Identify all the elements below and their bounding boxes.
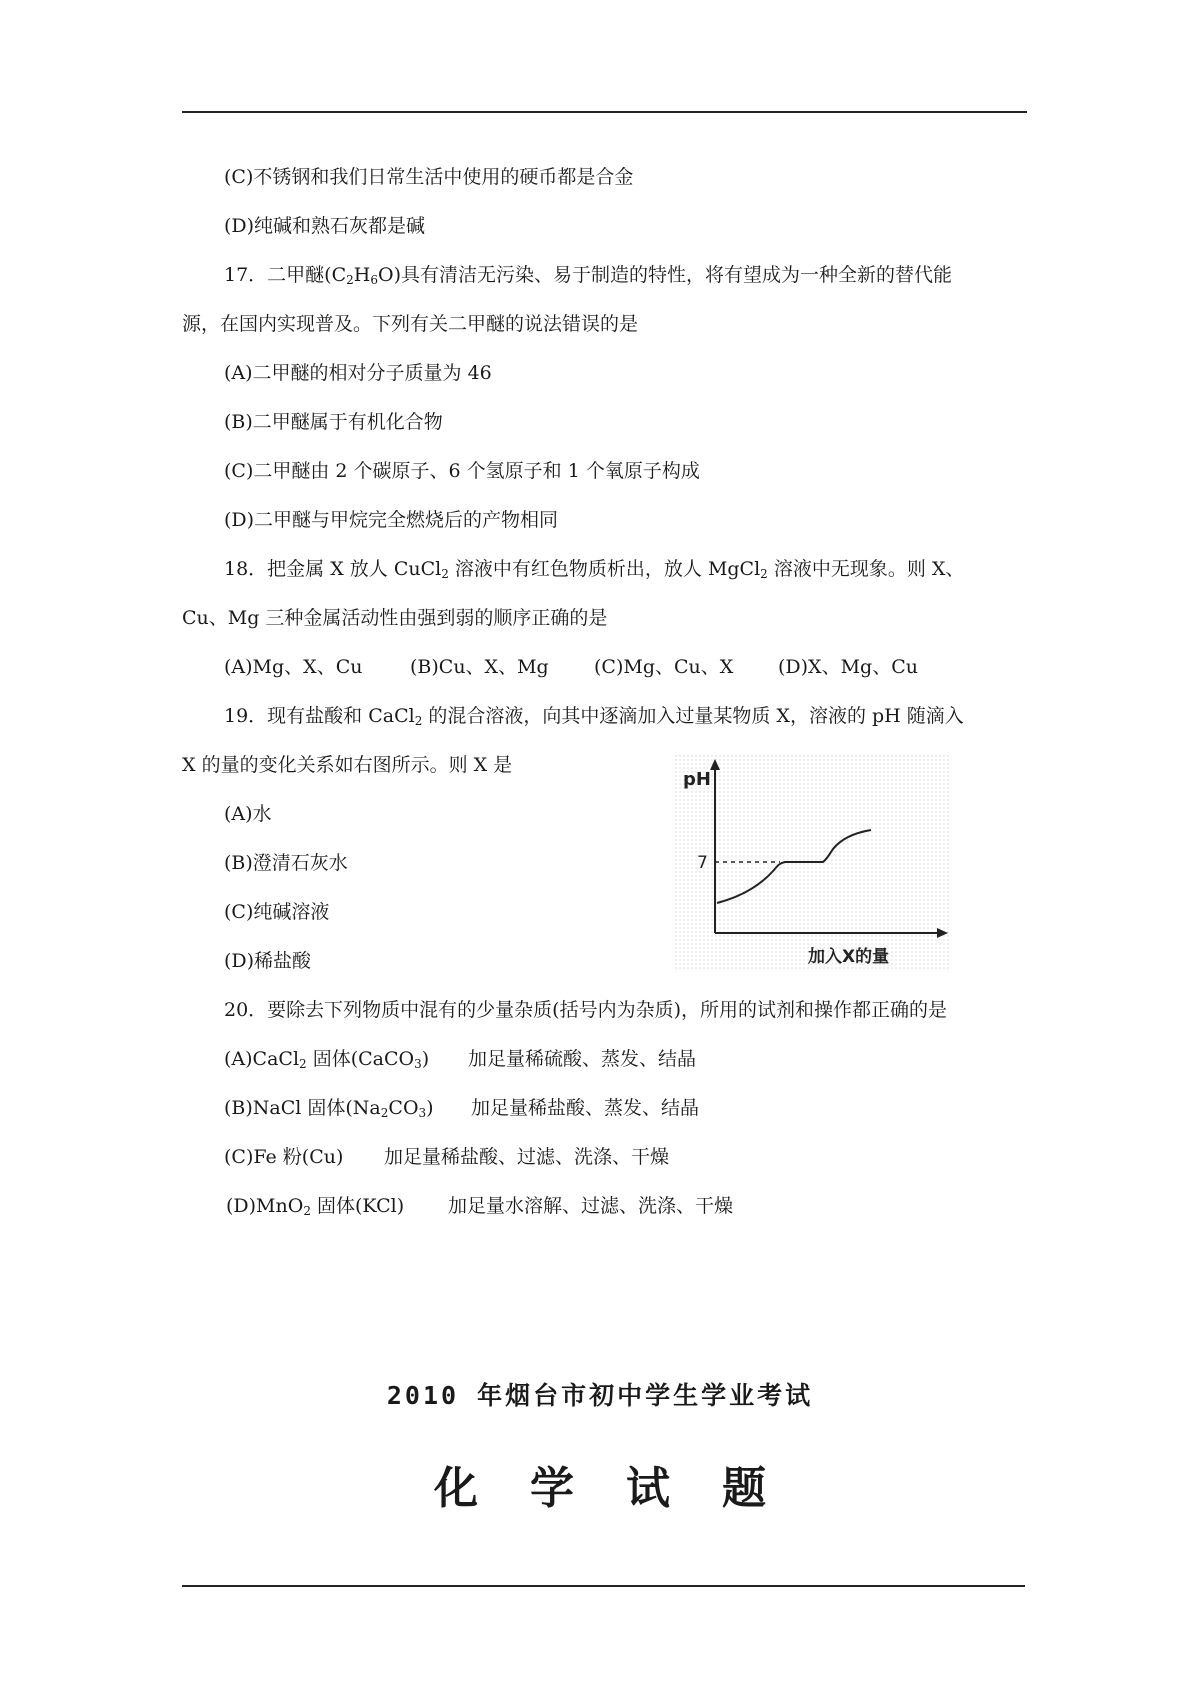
q16-option-c: (C)不锈钢和我们日常生活中使用的硬币都是合金 [224,166,634,188]
subject-title: 化学试题 [434,1463,818,1514]
q17-stem-line1: 17．二甲醚$(C_2H_6O)$具有清洁无污染、易于制造的特性，将有望成为一种全新的替代能 [224,264,952,287]
q18-option-d: (D)X、Mg、Cu [778,656,918,678]
y-tick-7: 7 [697,853,708,873]
q16-option-d: (D)纯碱和熟石灰都是碱 [224,215,426,237]
q17-option-d: (D)二甲醚与甲烷完全燃烧后的产物相同 [224,509,559,531]
q19-option-c: (C)纯碱溶液 [224,901,330,923]
q17-option-c: (C)二甲醚由 2 个碳原子、6 个氢原子和 1 个氧原子构成 [224,460,700,482]
q18-option-b: (B)Cu、X、Mg [410,656,549,678]
q20-option-c: (C)Fe 粉(Cu) 加足量稀盐酸、过滤、洗涤、干燥 [224,1146,670,1168]
x-axis-label: 加入X的量 [808,947,890,967]
q20-option-c-method: 加足量稀盐酸、过滤、洗涤、干燥 [384,1146,670,1168]
q20-option-a: (A)CaCl$_2$ 固体(CaCO$_3$) 加足量稀硫酸、蒸发、结晶 [224,1048,697,1071]
q20-stem: 20．要除去下列物质中混有的少量杂质(括号内为杂质)，所用的试剂和操作都正确的是 [224,999,948,1021]
q20-option-a-method: 加足量稀硫酸、蒸发、结晶 [468,1048,697,1070]
y-axis-label: pH [683,769,711,790]
q18-stem-line2: Cu、Mg 三种金属活动性由强到弱的顺序正确的是 [182,607,608,629]
exam-title: 2010 年烟台市初中学生学业考试 [386,1381,814,1410]
q20-option-d-method: 加足量水溶解、过滤、洗涤、干燥 [448,1195,734,1217]
top-rule [182,111,1027,113]
q17-option-b: (B)二甲醚属于有机化合物 [224,411,443,433]
q20-option-b-method: 加足量稀盐酸、蒸发、结晶 [471,1097,700,1119]
bottom-rule [182,1585,1025,1587]
q17-stem-line2: 源，在国内实现普及。下列有关二甲醚的说法错误的是 [182,313,639,335]
q18-option-a: (A)Mg、X、Cu [224,656,363,678]
ph-graph [675,755,950,970]
q20-option-b: (B)NaCl 固体$(Na_2CO_3)$ 加足量稀盐酸、蒸发、结晶 [224,1097,700,1120]
q19-option-d: (D)稀盐酸 [224,950,312,972]
q19-stem-line2: X 的量的变化关系如右图所示。则 X 是 [182,754,513,776]
q18-options [224,654,918,680]
q18-stem-line1: 18．把金属 X 放人 CuCl$_2$ 溶液中有红色物质析出，放人 MgCl$_2$ 溶液中无现象。则 X、 [224,558,965,581]
q19-option-b: (B)澄清石灰水 [224,852,348,874]
ph-graph-svg [675,755,950,970]
q17-option-a: (A)二甲醚的相对分子质量为 46 [224,362,492,384]
q19-stem-line1: 19．现有盐酸和 CaCl$_2$ 的混合溶液，向其中逐滴加入过量某物质 X，溶液的 pH 随滴入 [224,705,964,728]
q18-option-c: (C)Mg、Cu、X [594,656,734,678]
q20-option-d: (D)MnO$_2$ 固体(KCl) 加足量水溶解、过滤、洗涤、干燥 [226,1195,734,1218]
q19-option-a: (A)水 [224,803,272,825]
